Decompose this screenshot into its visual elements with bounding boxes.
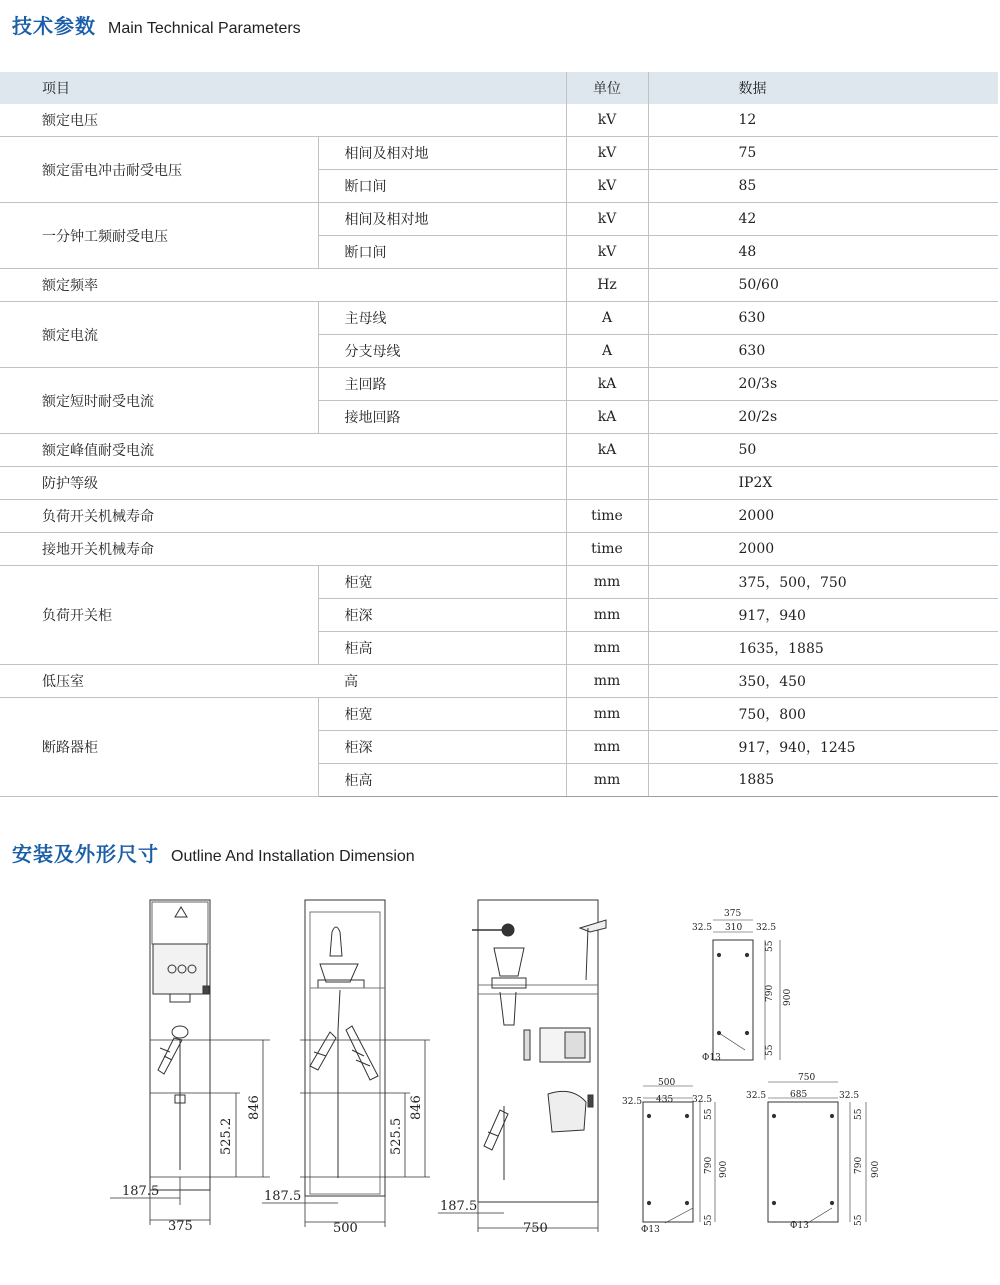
row-value: 20/2s xyxy=(648,401,998,434)
row-sub: 柜高 xyxy=(318,632,566,665)
plan3-left-label: 32.5 xyxy=(746,1091,767,1101)
section-title-dimensions xyxy=(12,838,415,867)
row-unit: A xyxy=(566,335,648,368)
outline-drawings xyxy=(0,880,1000,1280)
row-value: 75 xyxy=(648,137,998,170)
floor-plan-500 xyxy=(643,1086,715,1223)
row-unit: kV xyxy=(566,203,648,236)
row-unit: kA xyxy=(566,434,648,467)
table-row xyxy=(0,500,998,533)
plan1-h-label: 790 xyxy=(765,984,775,1002)
row-unit: kV xyxy=(566,236,648,269)
header-item: 项目 xyxy=(0,72,566,104)
row-value: 50 xyxy=(648,434,998,467)
section-title-zh: 安装及外形尺寸 xyxy=(12,842,159,866)
row-sub: 主母线 xyxy=(318,302,566,335)
plan2-mid-label: 435 xyxy=(656,1095,674,1105)
cab1-width-label: 375 xyxy=(168,1219,193,1234)
plan2-right-label: 32.5 xyxy=(692,1095,713,1105)
plan3-top-label: 55 xyxy=(854,1108,864,1120)
plan1-full-label: 900 xyxy=(783,988,793,1006)
row-value: 42 xyxy=(648,203,998,236)
table-row xyxy=(0,137,998,170)
row-item: 额定电压 xyxy=(0,104,566,137)
row-sub: 断口间 xyxy=(318,170,566,203)
header-unit: 单位 xyxy=(566,72,648,104)
row-item: 额定雷电冲击耐受电压 xyxy=(0,137,318,203)
row-value: 350，450 xyxy=(648,665,998,698)
row-item: 一分钟工频耐受电压 xyxy=(0,203,318,269)
table-header-row xyxy=(0,72,998,104)
plan2-h-label: 790 xyxy=(704,1156,714,1174)
row-unit: kA xyxy=(566,401,648,434)
row-unit: mm xyxy=(566,731,648,764)
plan1-left-label: 32.5 xyxy=(692,923,713,933)
plan3-full-label: 900 xyxy=(871,1160,881,1178)
section-title-parameters xyxy=(12,10,301,39)
row-value: 1885 xyxy=(648,764,998,797)
row-value: 48 xyxy=(648,236,998,269)
row-value: 2000 xyxy=(648,533,998,566)
row-item: 额定电流 xyxy=(0,302,318,368)
row-sub: 相间及相对地 xyxy=(318,137,566,170)
plan2-top-label: 55 xyxy=(704,1108,714,1120)
row-item: 额定频率 xyxy=(0,269,566,302)
row-unit: mm xyxy=(566,599,648,632)
row-unit: kA xyxy=(566,368,648,401)
table-row xyxy=(0,203,998,236)
row-value: 12 xyxy=(648,104,998,137)
plan3-bottom-label: 55 xyxy=(854,1214,864,1226)
row-unit: kV xyxy=(566,137,648,170)
row-unit: time xyxy=(566,533,648,566)
plan3-h-label: 790 xyxy=(854,1156,864,1174)
cabinet-750-drawing xyxy=(438,900,606,1232)
row-value: 630 xyxy=(648,302,998,335)
row-unit: mm xyxy=(566,566,648,599)
section-title-en: Main Technical Parameters xyxy=(108,20,301,37)
plan2-total-label: 500 xyxy=(658,1078,676,1088)
row-unit: mm xyxy=(566,698,648,731)
table-row xyxy=(0,104,998,137)
cab2-offset-label: 187.5 xyxy=(264,1189,302,1204)
row-sub: 柜宽 xyxy=(318,566,566,599)
row-unit: kV xyxy=(566,170,648,203)
cabinet-375-drawing xyxy=(110,900,270,1225)
floor-plan-750 xyxy=(768,1082,866,1224)
row-unit: A xyxy=(566,302,648,335)
cab2-h2-label: 525.5 xyxy=(389,1117,404,1155)
row-unit: mm xyxy=(566,632,648,665)
row-sub: 柜深 xyxy=(318,599,566,632)
row-value: 20/3s xyxy=(648,368,998,401)
row-unit: mm xyxy=(566,665,648,698)
row-value: 2000 xyxy=(648,500,998,533)
table-row xyxy=(0,302,998,335)
header-value: 数据 xyxy=(648,72,998,104)
row-item: 断路器柜 xyxy=(0,698,318,797)
cab3-width-label: 750 xyxy=(523,1221,548,1236)
plan2-hole-label: Φ13 xyxy=(641,1225,660,1235)
row-unit: Hz xyxy=(566,269,648,302)
cabinet-500-drawing xyxy=(262,900,430,1227)
table-row xyxy=(0,269,998,302)
table-row xyxy=(0,698,998,731)
cab3-offset-label: 187.5 xyxy=(440,1199,478,1214)
table-row xyxy=(0,368,998,401)
cab1-h1-label: 846 xyxy=(247,1095,262,1120)
row-unit: mm xyxy=(566,764,648,797)
row-value: 85 xyxy=(648,170,998,203)
row-item: 负荷开关机械寿命 xyxy=(0,500,566,533)
row-sub: 分支母线 xyxy=(318,335,566,368)
section-title-en: Outline And Installation Dimension xyxy=(171,848,415,865)
row-sub: 柜深 xyxy=(318,731,566,764)
plan2-left-label: 32.5 xyxy=(622,1097,643,1107)
row-sub: 主回路 xyxy=(318,368,566,401)
row-value: 375，500，750 xyxy=(648,566,998,599)
row-value: 630 xyxy=(648,335,998,368)
row-item: 防护等级 xyxy=(0,467,566,500)
plan1-mid-label: 310 xyxy=(725,923,743,933)
table-row xyxy=(0,467,998,500)
row-unit xyxy=(566,467,648,500)
row-item: 接地开关机械寿命 xyxy=(0,533,566,566)
section-title-zh: 技术参数 xyxy=(12,14,96,38)
row-value: 1635，1885 xyxy=(648,632,998,665)
plan2-full-label: 900 xyxy=(719,1160,729,1178)
row-sub: 断口间 xyxy=(318,236,566,269)
row-value: 917，940，1245 xyxy=(648,731,998,764)
row-sub: 柜宽 xyxy=(318,698,566,731)
row-sub: 高 xyxy=(318,665,566,698)
row-value: 50/60 xyxy=(648,269,998,302)
cab1-h2-label: 525.2 xyxy=(219,1117,234,1155)
row-unit: time xyxy=(566,500,648,533)
row-item: 额定短时耐受电流 xyxy=(0,368,318,434)
plan2-bottom-label: 55 xyxy=(704,1214,714,1226)
parameters-table xyxy=(0,72,998,797)
plan1-top-label: 55 xyxy=(765,940,775,952)
plan1-total-label: 375 xyxy=(724,909,742,919)
plan3-right-label: 32.5 xyxy=(839,1091,860,1101)
cab2-width-label: 500 xyxy=(333,1221,358,1236)
row-value: 750，800 xyxy=(648,698,998,731)
plan1-right-label: 32.5 xyxy=(756,923,777,933)
plan3-total-label: 750 xyxy=(798,1073,816,1083)
row-sub: 接地回路 xyxy=(318,401,566,434)
row-sub: 柜高 xyxy=(318,764,566,797)
plan3-hole-label: Φ13 xyxy=(790,1221,809,1231)
table-row xyxy=(0,533,998,566)
row-unit: kV xyxy=(566,104,648,137)
plan3-mid-label: 685 xyxy=(790,1090,808,1100)
table-row xyxy=(0,665,998,698)
row-item: 低压室 xyxy=(0,665,318,698)
row-item: 额定峰值耐受电流 xyxy=(0,434,566,467)
cab2-h1-label: 846 xyxy=(409,1095,424,1120)
row-value: IP2X xyxy=(648,467,998,500)
plan1-hole-label: Φ13 xyxy=(702,1053,721,1063)
table-row xyxy=(0,434,998,467)
row-item: 负荷开关柜 xyxy=(0,566,318,665)
cab1-offset-label: 187.5 xyxy=(122,1184,160,1199)
row-value: 917，940 xyxy=(648,599,998,632)
table-row xyxy=(0,566,998,599)
plan1-bottom-label: 55 xyxy=(765,1044,775,1056)
row-sub: 相间及相对地 xyxy=(318,203,566,236)
